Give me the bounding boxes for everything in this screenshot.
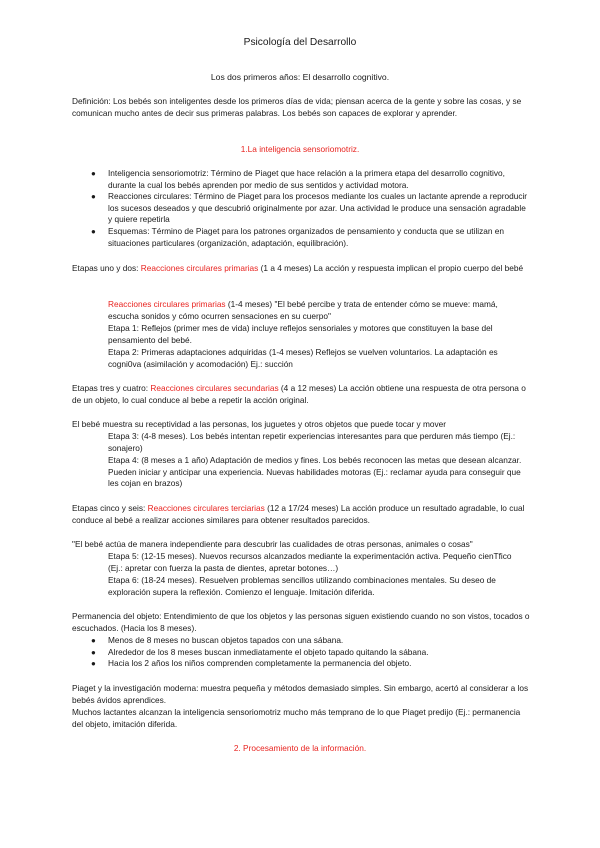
definition-paragraph: Definición: Los bebés son inteligentes desde los primeros días de vida; piensan acerca de la gente y sobre las cosas, y se comunican mucho antes de decir sus primeras palabras. Los bebés son capaces de explorar y aprender. — [72, 96, 522, 118]
primarias-description: Reacciones circulares primarias (1-4 meses) "El bebé percibe y trata de entender cómo se mueve: mamá, escucha sonidos y cómo ocurren sensaciones en su cuerpo" — [108, 299, 498, 321]
etapa6-text: Etapa 6: (18-24 meses). Resuelven problemas sencillos utilizando combinaciones mentales. Su deseo de exploración supera la reflexión. Comienzo el lenguaje. Imitación diferida. — [108, 575, 496, 597]
list-item: ● Alrededor de los 8 meses buscan inmediatamente el objeto tapado quitando la sábana. — [91, 646, 429, 657]
stage56-paragraph: Etapas cinco y seis: Reacciones circulares terciarias (12 a 17/24 meses) La acción produce un resultado agradable, lo cual conduce al bebé a realizar acciones similares para obtener resultados parecidos. — [72, 503, 525, 525]
secundarias-intro: El bebé muestra su receptividad a las personas, los juguetes y otros objetos que puede tocar y mover — [72, 419, 447, 429]
stage12-paragraph: Etapas uno y dos: Reacciones circulares primarias (1 a 4 meses) La acción y respuesta implican el propio cuerpo del bebé — [72, 263, 524, 273]
terciarias-intro: "El bebé actúa de manera independiente para descubrir las cualidades de otras personas, animales o cosas" — [72, 539, 473, 549]
piaget-moderna-paragraph: Piaget y la investigación moderna: muestra pequeña y métodos demasiado simples. Sin embargo, acertó al considerar a los bebés ávidos aprendices. — [72, 683, 529, 705]
list-item: ● Inteligencia sensoriomotriz: Término de Piaget que hace relación a la primera etapa del desarrollo cognitivo, durante la cual los bebés aprenden por medio de sus sentidos y actividad motora. — [91, 168, 505, 190]
etapa5-text: Etapa 5: (12-15 meses). Nuevos recursos alcanzados mediante la experimentación activa. Pequeño cienTfico (Ej.: apretar con fuerza la pasta de dientes, apretar botones…) — [108, 551, 512, 573]
section1-heading: 1.La inteligencia sensoriomotriz. — [240, 144, 360, 154]
etapa3-text: Etapa 3: (4-8 meses). Los bebés intentan repetir experiencias interesantes para que perduren más tiempo (Ej.: sonajero) — [108, 431, 516, 453]
bullet-icon: ● — [91, 192, 96, 202]
permanencia-paragraph: Permanencia del objeto: Entendimiento de que los objetos y las personas siguen existiendo cuando no son vistos, tocados o escuchados. (Hacia los 8 meses). — [72, 611, 530, 633]
etapa1-text: Etapa 1: Reflejos (primer mes de vida) incluye reflejos sensoriales y motores que constituyen la base del pensamiento del bebé. — [108, 323, 493, 345]
concepts-list — [91, 168, 528, 249]
bullet-icon: ● — [91, 647, 96, 657]
page-subtitle: Los dos primeros años: El desarrollo cognitivo. — [210, 72, 390, 82]
list-item: ● Reacciones circulares: Término de Piaget para los procesos mediante los cuales un lactante aprende a reproducir los sucesos deseados y que descubrió originalmente por azar. Una actividad le produce una sensación agradable y quiere repetirla — [91, 191, 528, 225]
permanencia-list — [91, 635, 528, 670]
bullet-icon: ● — [91, 659, 96, 669]
etapa2-text: Etapa 2: Primeras adaptaciones adquiridas (1-4 meses) Reflejos se vuelven voluntarios. La adaptación es cogni0va (asimilación y acomodación) Ej.: succión — [108, 347, 498, 369]
etapa4-text: Etapa 4: (8 meses a 1 año) Adaptación de medios y fines. Los bebés reconocen las metas que desean alcanzar. Pueden iniciar y anticipar una experiencia. Nuevas habilidades motoras (Ej.: reclamar ayuda para conseguir que les cojan en brazos) — [108, 455, 522, 489]
list-item: ● Menos de 8 meses no buscan objetos tapados con una sábana. — [91, 635, 344, 645]
bullet-icon: ● — [91, 226, 96, 236]
bullet-icon: ● — [91, 169, 96, 178]
stage34-paragraph: Etapas tres y cuatro: Reacciones circulares secundarias (4 a 12 meses) La acción obtiene una respuesta de otra persona o de un objeto, lo cual conduce al bebe a repetir la acción original. — [72, 383, 526, 405]
page-title: Psicología del Desarrollo — [243, 37, 357, 48]
list-item: ● Hacia los 2 años los niños comprenden completamente la permanencia del objeto. — [91, 658, 412, 669]
section2-heading: 2. Procesamiento de la información. — [233, 743, 367, 753]
list-item: ● Esquemas: Término de Piaget para los patrones organizados de pensamiento y conducta que se utilizan en situaciones particulares (organización, adaptación, equilibración). — [91, 225, 505, 248]
bullet-icon: ● — [91, 636, 96, 645]
lactantes-paragraph: Muchos lactantes alcanzan la inteligencia sensoriomotriz mucho más temprano de lo que Piaget predijo (Ej.: permanencia del objeto, imitación diferida. — [72, 707, 521, 729]
